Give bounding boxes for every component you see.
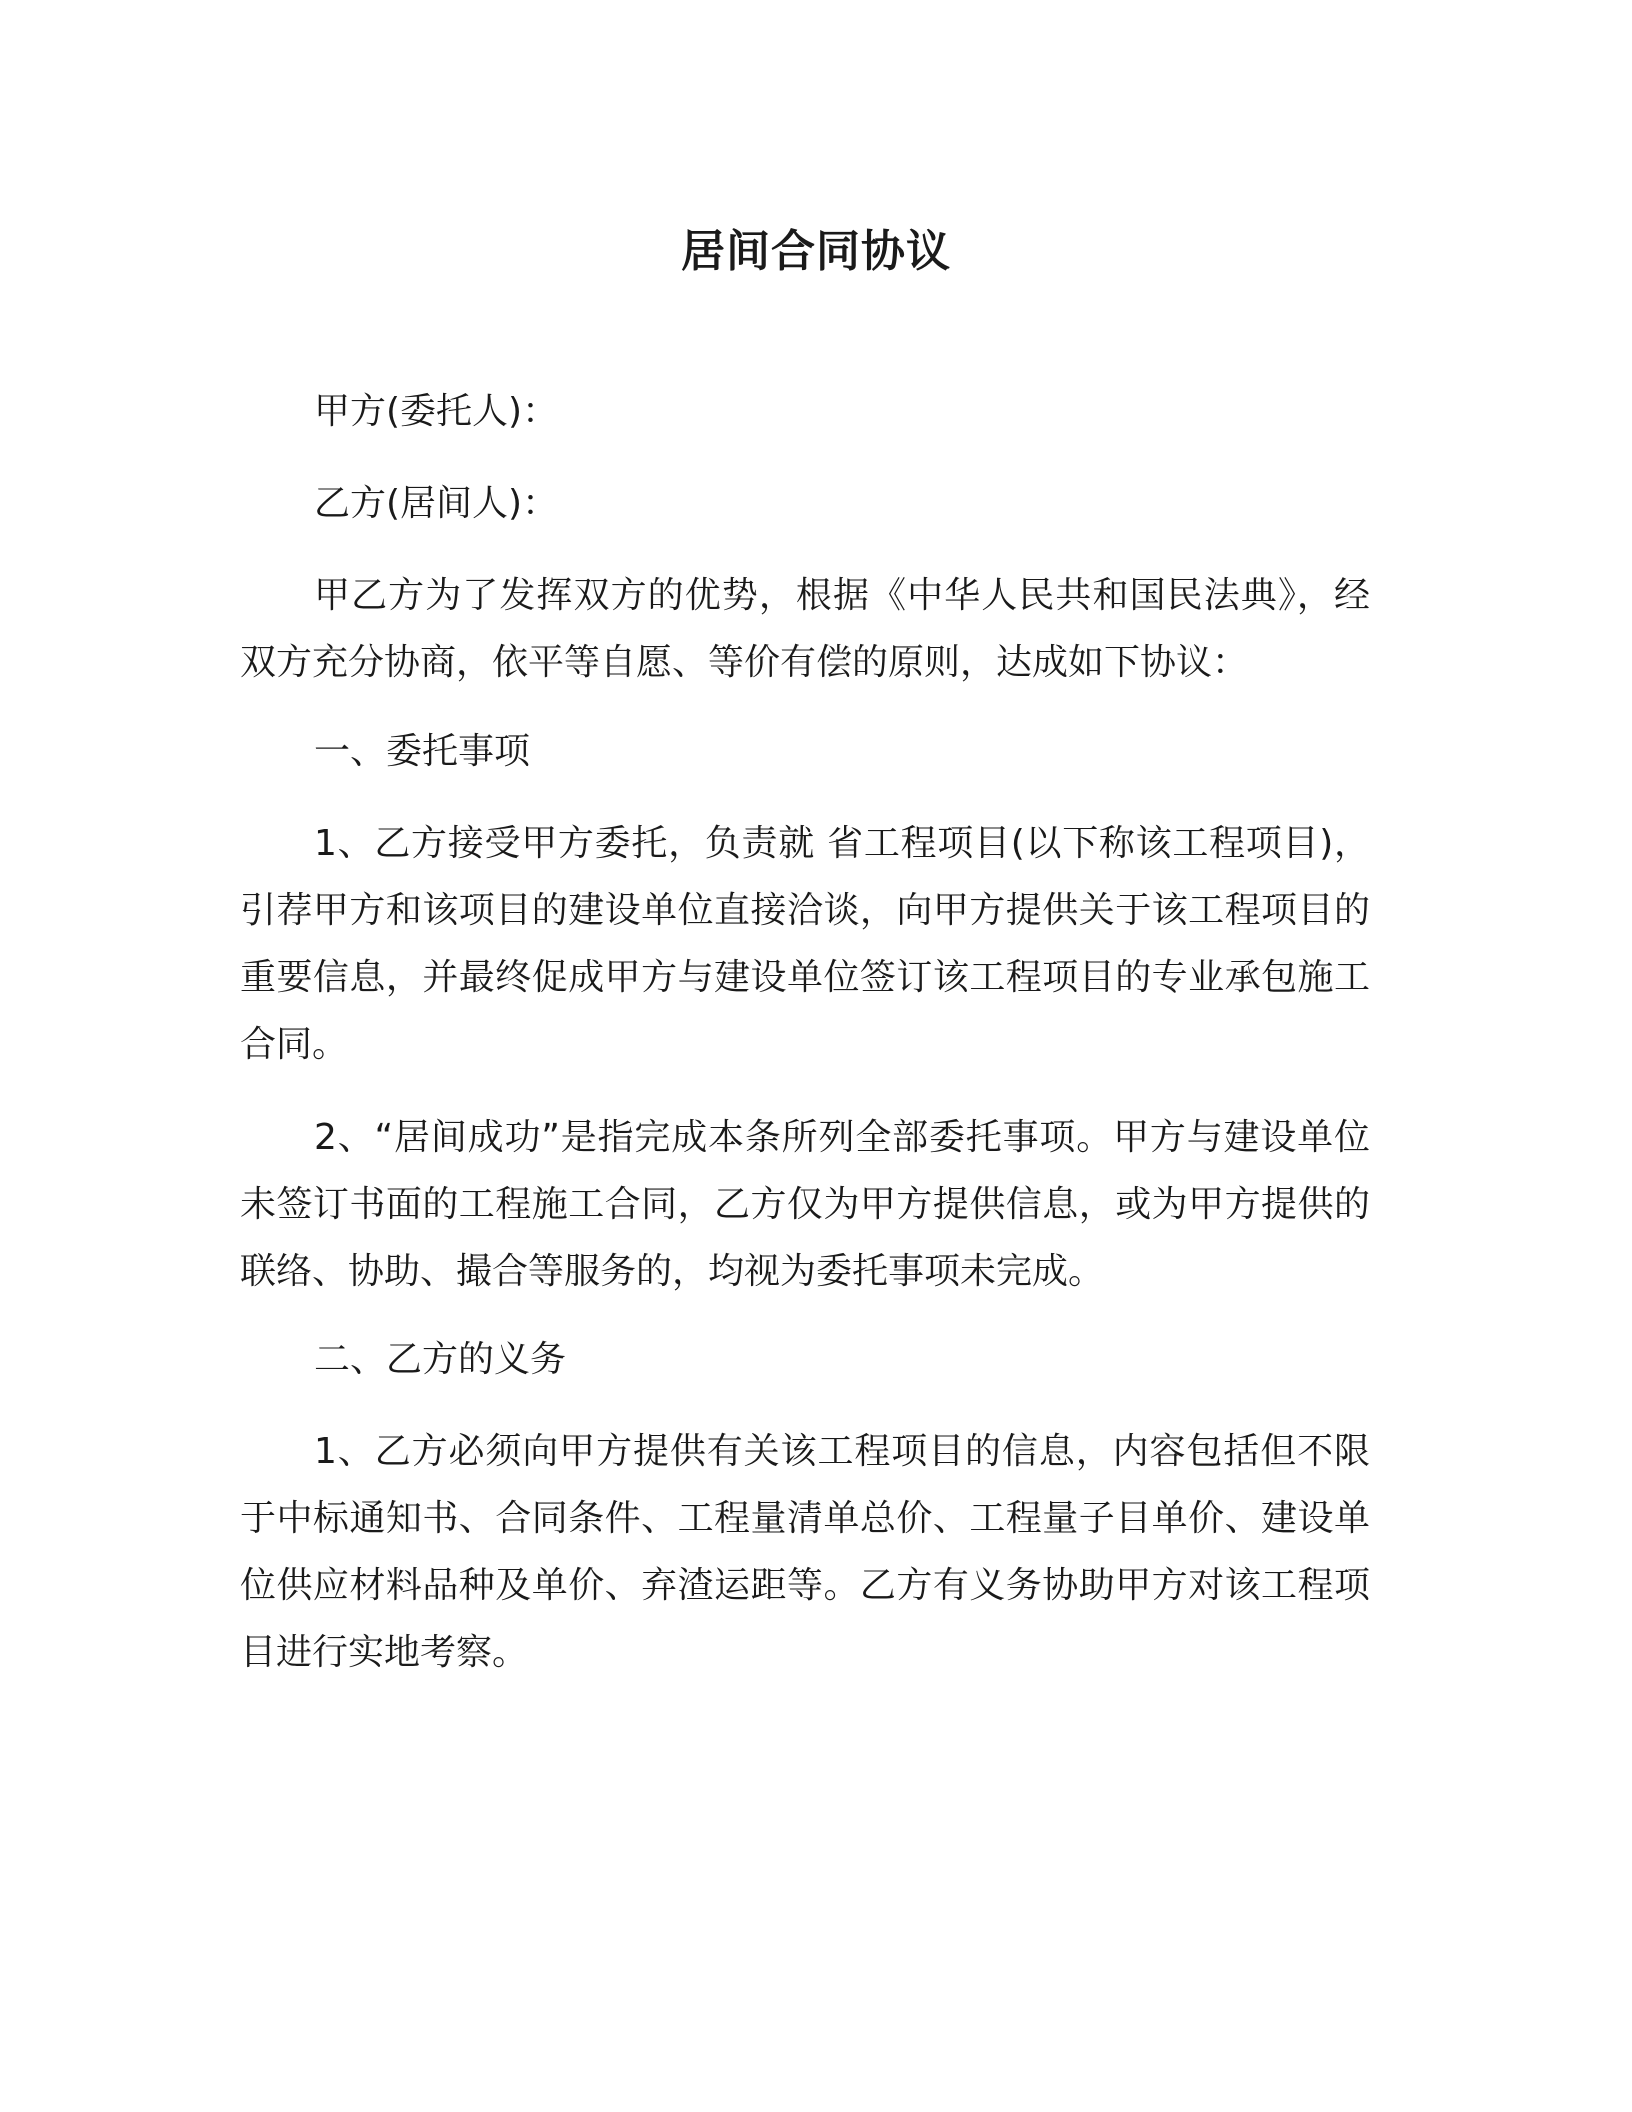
party-a-line: 甲方(委托人)： [314, 391, 559, 432]
document-title: 居间合同协议 [681, 226, 951, 277]
section-2-item-1: 1、乙方必须向甲方提供有关该工程项目的信息，内容包括但不限于中标通知书、合同条件、工程量清单总价、工程量子目单价、建设单位供应材料品种及单价、弃渣运距等。乙方有义务协助甲方对该工程项目进行实地考察。 [240, 1431, 1370, 1673]
party-b-line: 乙方(居间人)： [314, 483, 559, 524]
section-1-item-2: 2、“居间成功”是指完成本条所列全部委托事项。甲方与建设单位未签订书面的工程施工合同，乙方仅为甲方提供信息，或为甲方提供的联络、协助、撮合等服务的，均视为委托事项未完成。 [240, 1117, 1370, 1292]
preamble-paragraph: 甲乙方为了发挥双方的优势，根据《中华人民共和国民法典》，经双方充分协商，依平等自愿、等价有偿的原则，达成如下协议： [240, 575, 1370, 683]
section-1-heading: 一、委托事项 [314, 731, 531, 772]
section-2-heading: 二、乙方的义务 [314, 1339, 567, 1380]
section-1-item-1: 1、乙方接受甲方委托，负责就 省工程项目(以下称该工程项目)，引荐甲方和该项目的建设单位直接洽谈，向甲方提供关于该工程项目的重要信息，并最终促成甲方与建设单位签订该工程项目的专业承包施工合同。 [240, 823, 1370, 1065]
